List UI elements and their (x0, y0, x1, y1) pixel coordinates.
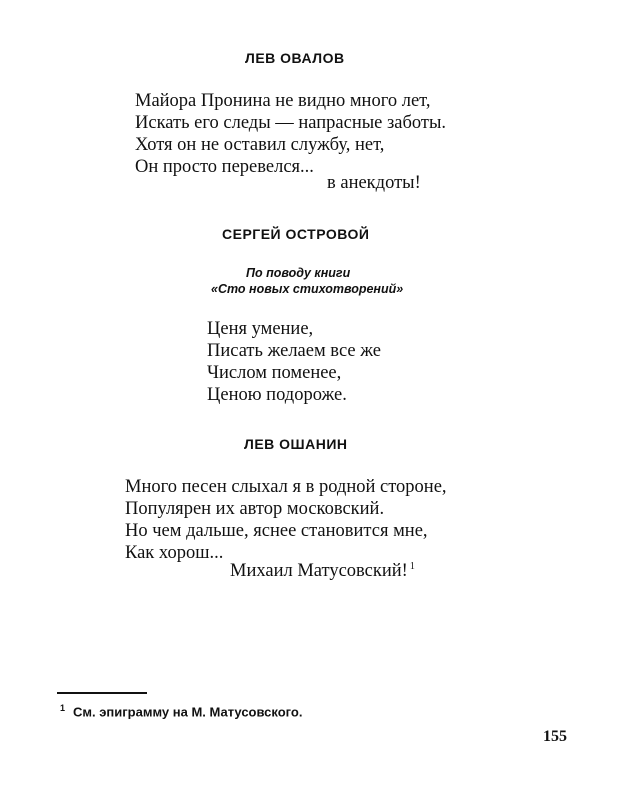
poem-subtitle: «Сто новых стихотворений» (211, 282, 404, 296)
poem-line: Популярен их автор московский. (125, 499, 385, 519)
poem-line: Он просто перевелся... (135, 157, 314, 177)
poem-line: Майора Пронина не видно много лет, (135, 91, 431, 111)
footnote-marker[interactable]: 1 (409, 561, 415, 572)
poem-line: Много песен слыхал я в родной стороне, (125, 477, 447, 497)
author-heading-ostrovoy: СЕРГЕЙ ОСТРОВОЙ (222, 226, 370, 242)
poem-line-final (230, 556, 415, 582)
poem-line: Хотя он не оставил службу, нет, (135, 135, 385, 155)
footnote-divider (57, 692, 147, 694)
footnote-number: 1 (60, 703, 66, 713)
page-number: 155 (543, 728, 567, 745)
poem-subtitle: По поводу книги (246, 266, 351, 280)
poem-line: Числом поменее, (207, 363, 342, 383)
poem-line: Но чем дальше, яснее становится мне, (125, 521, 428, 541)
poem-line-text: Михаил Матусовский! (230, 561, 408, 582)
poem-line: Писать желаем все же (207, 341, 381, 361)
poem-line: Как хорош... (125, 543, 224, 563)
footnote (60, 703, 302, 719)
author-heading-ovalov: ЛЕВ ОВАЛОВ (245, 50, 345, 66)
poem-line: Искать его следы — напрасные заботы. (135, 113, 447, 133)
poem-line: Ценою подороже. (207, 385, 347, 405)
footnote-text: См. эпиграмму на М. Матусовского. (73, 704, 303, 720)
poem-line: в анекдоты! (327, 173, 421, 193)
poem-line: Ценя умение, (207, 319, 314, 339)
author-heading-oshanin: ЛЕВ ОШАНИН (244, 436, 348, 452)
